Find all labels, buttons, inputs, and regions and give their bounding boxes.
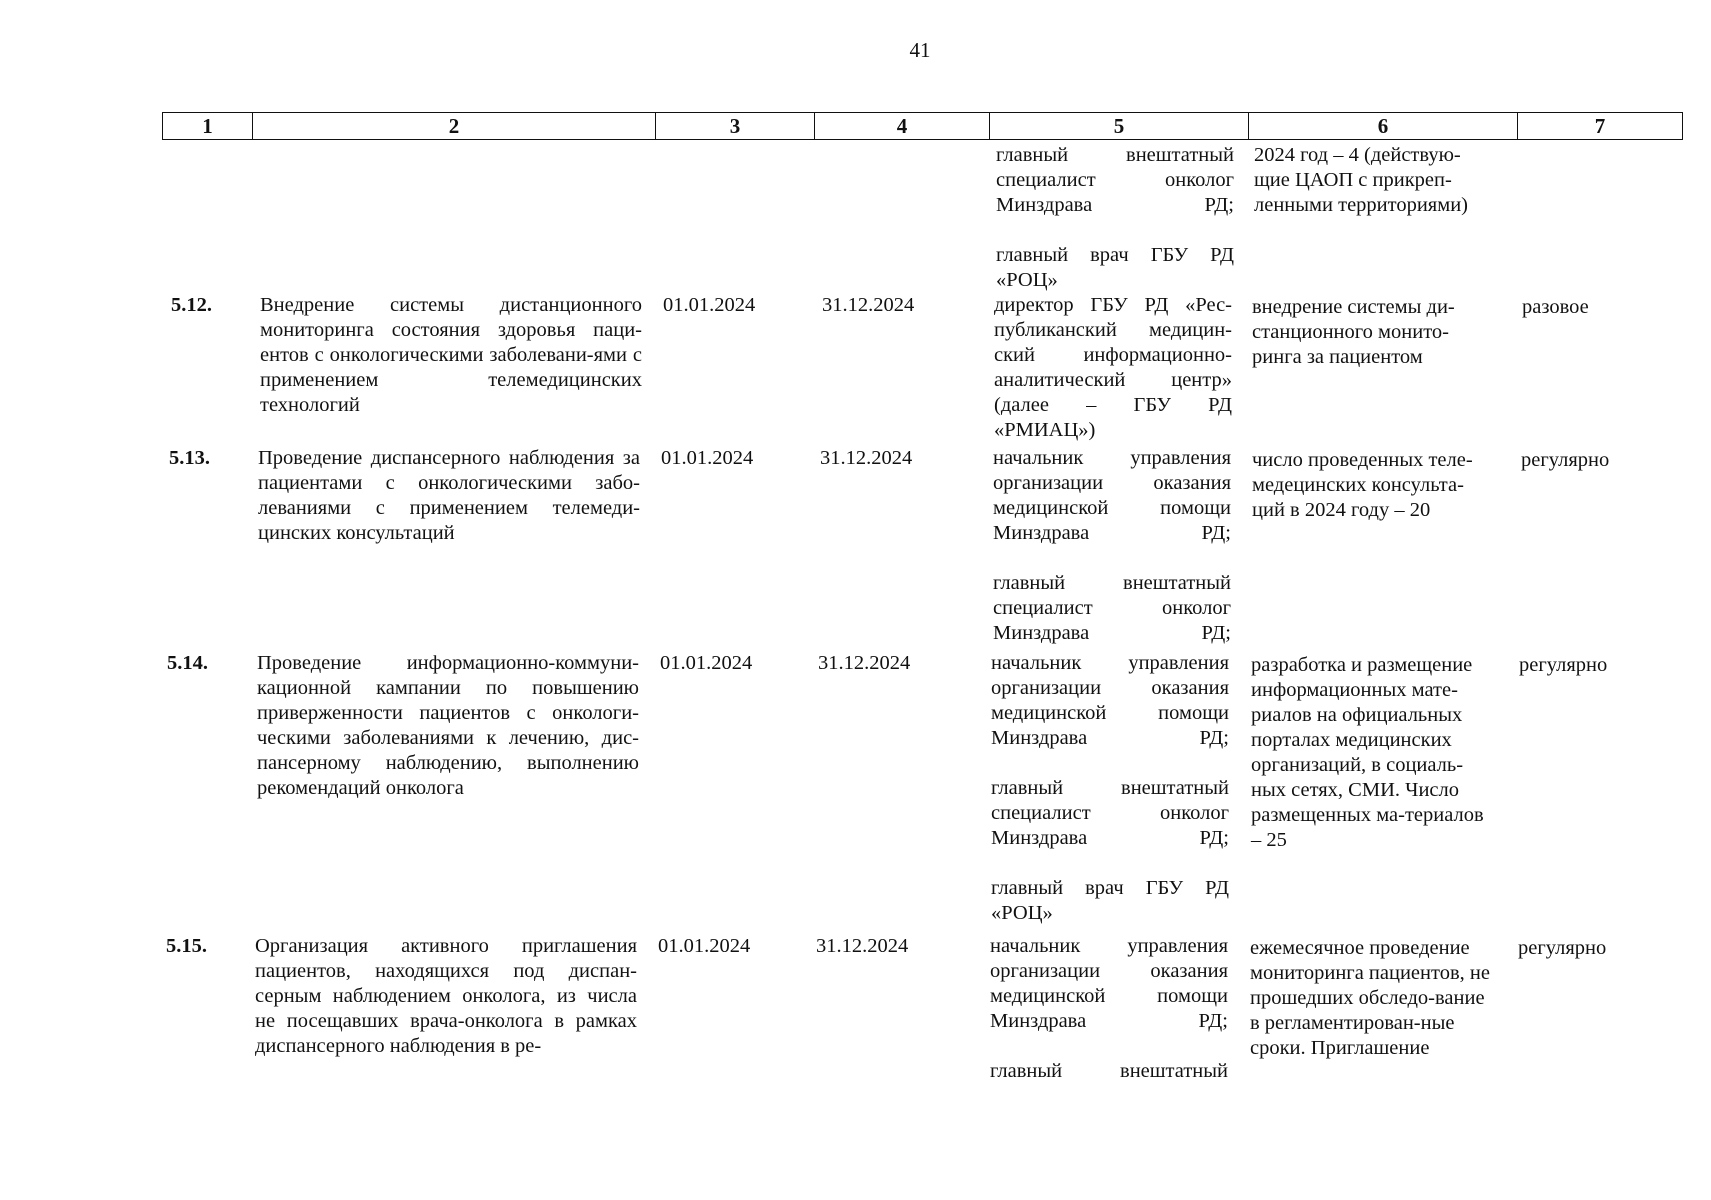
row-5-14-result: разработка и размещение информационных мате-риалов на официальных порталах медицинских организаций, в социаль-ных сетях, СМИ. Число размещенных ма-териалов – 25 (1251, 654, 1484, 851)
header-col-2: 2 (253, 113, 656, 140)
header-col-5: 5 (990, 113, 1249, 140)
row-5-14-responsible-2: главный внештатный специалист онколог Минздрава РД; (991, 777, 1229, 849)
row-5-12-frequency: разовое (1522, 296, 1589, 318)
row-5-12-name: Внедрение системы дистанционного мониторинга состояния здоровья паци-ентов с онкологическими заболевани-ями с применением телемедицинских технологий (260, 294, 642, 416)
row-5-12-end: 31.12.2024 (822, 294, 915, 316)
row-5-14-end: 31.12.2024 (818, 652, 911, 674)
continuation-responsible-1: главный внештатный специалист онколог Минздрава РД; (996, 144, 1234, 216)
row-5-14-responsible-1: начальник управления организации оказания медицинской помощи Минздрава РД; (991, 652, 1229, 749)
row-5-14-responsible-3: главный врач ГБУ РД «РОЦ» (991, 877, 1229, 924)
row-5-15-start: 01.01.2024 (658, 935, 751, 957)
row-5-15-name: Организация активного приглашения пациентов, находящихся под диспан-серным наблюдением онколога, из числа не посещавших врача-онколога в рамках диспансерного наблюдения в ре- (255, 935, 637, 1057)
row-5-13-responsible (993, 446, 1231, 646)
row-5-15-responsible-1: начальник управления организации оказания медицинской помощи Минздрава РД; (990, 935, 1228, 1032)
row-5-14-num: 5.14. (167, 652, 208, 674)
continuation-result: 2024 год – 4 (действую-щие ЦАОП с прикреп-ленными территориями) (1254, 144, 1468, 216)
row-5-13-result: число проведенных теле-медецинских консульта-ций в 2024 году – 20 (1252, 449, 1473, 521)
row-5-15-num: 5.15. (166, 935, 207, 957)
row-5-14-start: 01.01.2024 (660, 652, 753, 674)
row-5-13-name: Проведение диспансерного наблюдения за пациентами с онкологическими забо-леваниями с применением телемеди-цинских консультаций (258, 447, 640, 544)
row-5-13-start: 01.01.2024 (661, 447, 754, 469)
table-header (162, 112, 1683, 140)
row-5-15-responsible-2: главный внештатный (990, 1060, 1228, 1082)
row-5-14-name: Проведение информационно-коммуни-кационной кампании по повышению приверженности пациентов с онкологи-ческими заболеваниями к лечению, дис-пансерному наблюдению, выполнению рекомендаций онколога (257, 652, 639, 799)
row-5-13-responsible-1: начальник управления организации оказания медицинской помощи Минздрава РД; (993, 447, 1231, 544)
row-5-15-responsible (990, 934, 1228, 1084)
header-col-4: 4 (815, 113, 990, 140)
continuation-responsible-2: главный врач ГБУ РД «РОЦ» (996, 244, 1234, 291)
row-5-15-end: 31.12.2024 (816, 935, 909, 957)
row-5-14-frequency: регулярно (1519, 654, 1608, 676)
row-5-13-frequency: регулярно (1521, 449, 1610, 471)
row-5-12-result: внедрение системы ди-станционного монито-ринга за пациентом (1252, 296, 1455, 368)
header-col-3: 3 (656, 113, 815, 140)
header-col-1: 1 (163, 113, 253, 140)
row-5-13-end: 31.12.2024 (820, 447, 913, 469)
row-5-14-responsible (991, 651, 1229, 926)
row-5-12-num: 5.12. (171, 294, 212, 316)
row-5-13-num: 5.13. (169, 447, 210, 469)
header-col-6: 6 (1249, 113, 1518, 140)
row-5-15-result: ежемесячное проведение мониторинга пациентов, не прошедших обследо-вание в регламентирован-ные сроки. Приглашение (1250, 937, 1490, 1059)
row-5-12-start: 01.01.2024 (663, 294, 756, 316)
page-number: 41 (909, 38, 931, 62)
header-col-7: 7 (1518, 113, 1683, 140)
row-5-12-responsible-1: директор ГБУ РД «Рес-публиканский медицин-ский информационно-аналитический центр» (далее – ГБУ РД «РМИАЦ») (994, 294, 1232, 441)
continuation-responsible (996, 143, 1234, 293)
row-5-12-responsible (994, 293, 1232, 443)
row-5-13-responsible-2: главный внештатный специалист онколог Минздрава РД; (993, 572, 1231, 644)
row-5-15-frequency: регулярно (1518, 937, 1607, 959)
